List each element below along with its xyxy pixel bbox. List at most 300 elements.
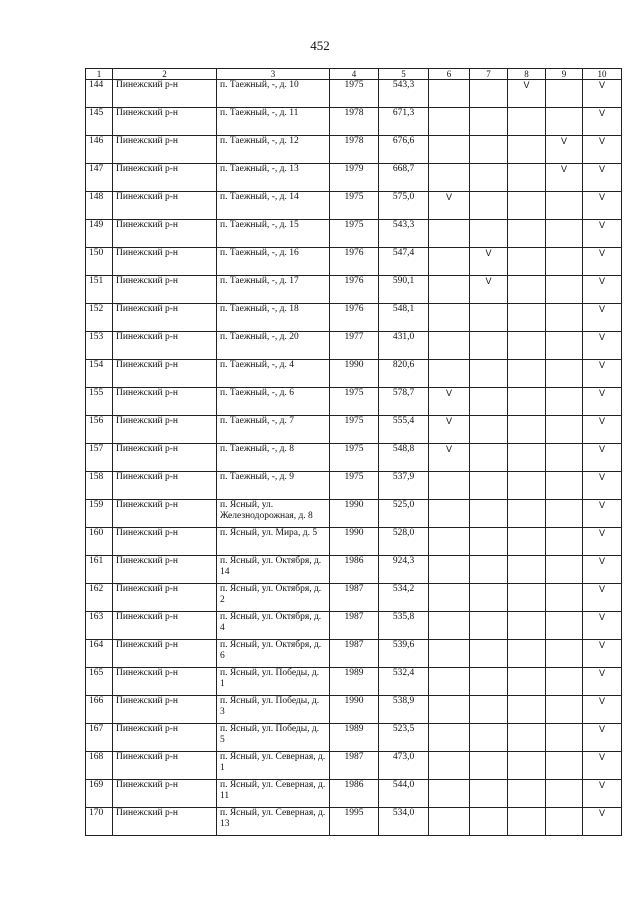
area-cell: 534,2 <box>379 584 429 612</box>
area-cell: 671,3 <box>379 108 429 136</box>
mark-col-7 <box>470 444 508 472</box>
mark-col-9 <box>546 780 583 808</box>
address-cell: п. Таежный, -, д. 4 <box>217 360 330 388</box>
year-cell: 1977 <box>330 332 379 360</box>
column-header-2: 2 <box>113 69 217 80</box>
mark-col-7 <box>470 332 508 360</box>
year-cell: 1987 <box>330 640 379 668</box>
mark-col-9 <box>546 556 583 584</box>
area-cell: 534,0 <box>379 808 429 836</box>
table-row <box>86 556 622 584</box>
year-cell: 1975 <box>330 192 379 220</box>
year-cell: 1975 <box>330 80 379 108</box>
mark-col-8 <box>508 388 546 416</box>
table-row <box>86 304 622 332</box>
column-header-7: 7 <box>470 69 508 80</box>
address-cell: п. Ясный, ул. Северная, д. 11 <box>217 780 330 808</box>
district-cell: Пинежский р-н <box>113 164 217 192</box>
mark-col-8 <box>508 752 546 780</box>
address-cell: п. Таежный, -, д. 9 <box>217 472 330 500</box>
area-cell: 528,0 <box>379 528 429 556</box>
mark-col-10: V <box>583 136 622 164</box>
address-cell: п. Таежный, -, д. 8 <box>217 444 330 472</box>
address-cell: п. Ясный, ул. Победы, д. 3 <box>217 696 330 724</box>
area-cell: 578,7 <box>379 388 429 416</box>
address-cell: п. Таежный, -, д. 12 <box>217 136 330 164</box>
area-cell: 539,6 <box>379 640 429 668</box>
table-row <box>86 696 622 724</box>
mark-col-10: V <box>583 808 622 836</box>
area-cell: 575,0 <box>379 192 429 220</box>
address-cell: п. Таежный, -, д. 6 <box>217 388 330 416</box>
mark-col-9 <box>546 612 583 640</box>
address-cell: п. Таежный, -, д. 16 <box>217 248 330 276</box>
mark-col-7: V <box>470 248 508 276</box>
table-row <box>86 164 622 192</box>
mark-col-6: V <box>429 388 470 416</box>
year-cell: 1978 <box>330 108 379 136</box>
mark-col-8 <box>508 556 546 584</box>
table-row <box>86 528 622 556</box>
row-number: 160 <box>86 528 113 556</box>
district-cell: Пинежский р-н <box>113 80 217 108</box>
mark-col-8 <box>508 696 546 724</box>
mark-col-8 <box>508 808 546 836</box>
mark-col-8 <box>508 640 546 668</box>
mark-col-6 <box>429 164 470 192</box>
table-row <box>86 80 622 108</box>
mark-col-9 <box>546 416 583 444</box>
year-cell: 1975 <box>330 388 379 416</box>
mark-col-6 <box>429 640 470 668</box>
year-cell: 1976 <box>330 248 379 276</box>
address-cell: п. Ясный, ул. Октября, д. 2 <box>217 584 330 612</box>
mark-col-8 <box>508 668 546 696</box>
mark-col-7 <box>470 192 508 220</box>
mark-col-10: V <box>583 528 622 556</box>
district-cell: Пинежский р-н <box>113 136 217 164</box>
column-header-6: 6 <box>429 69 470 80</box>
mark-col-6: V <box>429 192 470 220</box>
mark-col-10: V <box>583 584 622 612</box>
mark-col-7 <box>470 752 508 780</box>
mark-col-8 <box>508 304 546 332</box>
year-cell: 1987 <box>330 752 379 780</box>
year-cell: 1989 <box>330 668 379 696</box>
mark-col-7 <box>470 164 508 192</box>
mark-col-8 <box>508 220 546 248</box>
mark-col-8 <box>508 584 546 612</box>
district-cell: Пинежский р-н <box>113 472 217 500</box>
year-cell: 1976 <box>330 304 379 332</box>
area-cell: 668,7 <box>379 164 429 192</box>
area-cell: 820,6 <box>379 360 429 388</box>
mark-col-7 <box>470 696 508 724</box>
mark-col-7 <box>470 640 508 668</box>
area-cell: 537,9 <box>379 472 429 500</box>
mark-col-6 <box>429 108 470 136</box>
mark-col-10: V <box>583 388 622 416</box>
year-cell: 1990 <box>330 696 379 724</box>
column-header-4: 4 <box>330 69 379 80</box>
mark-col-7 <box>470 808 508 836</box>
mark-col-6 <box>429 724 470 752</box>
mark-col-9 <box>546 304 583 332</box>
mark-col-10: V <box>583 556 622 584</box>
row-number: 157 <box>86 444 113 472</box>
mark-col-7 <box>470 584 508 612</box>
mark-col-10: V <box>583 164 622 192</box>
mark-col-6: V <box>429 444 470 472</box>
address-cell: п. Таежный, -, д. 10 <box>217 80 330 108</box>
mark-col-7 <box>470 136 508 164</box>
year-cell: 1987 <box>330 612 379 640</box>
mark-col-10: V <box>583 724 622 752</box>
area-cell: 676,6 <box>379 136 429 164</box>
mark-col-9 <box>546 668 583 696</box>
mark-col-7 <box>470 612 508 640</box>
mark-col-6 <box>429 248 470 276</box>
mark-col-8 <box>508 472 546 500</box>
area-cell: 543,3 <box>379 220 429 248</box>
row-number: 146 <box>86 136 113 164</box>
mark-col-9 <box>546 640 583 668</box>
mark-col-8 <box>508 164 546 192</box>
mark-col-8 <box>508 136 546 164</box>
mark-col-6 <box>429 780 470 808</box>
row-number: 152 <box>86 304 113 332</box>
year-cell: 1975 <box>330 444 379 472</box>
address-cell: п. Ясный, ул. Северная, д. 1 <box>217 752 330 780</box>
mark-col-10: V <box>583 472 622 500</box>
table-row <box>86 248 622 276</box>
mark-col-8 <box>508 528 546 556</box>
address-cell: п. Таежный, -, д. 11 <box>217 108 330 136</box>
table-row <box>86 220 622 248</box>
year-cell: 1986 <box>330 780 379 808</box>
mark-col-10: V <box>583 276 622 304</box>
mark-col-6 <box>429 556 470 584</box>
table-row <box>86 640 622 668</box>
mark-col-7 <box>470 724 508 752</box>
address-cell: п. Таежный, -, д. 15 <box>217 220 330 248</box>
year-cell: 1989 <box>330 724 379 752</box>
row-number: 145 <box>86 108 113 136</box>
district-cell: Пинежский р-н <box>113 220 217 248</box>
address-cell: п. Ясный, ул. Северная, д. 13 <box>217 808 330 836</box>
mark-col-9 <box>546 528 583 556</box>
mark-col-9 <box>546 332 583 360</box>
year-cell: 1990 <box>330 528 379 556</box>
mark-col-7 <box>470 668 508 696</box>
page-number: 452 <box>310 38 330 53</box>
year-cell: 1975 <box>330 416 379 444</box>
mark-col-7 <box>470 108 508 136</box>
column-header-8: 8 <box>508 69 546 80</box>
mark-col-10: V <box>583 444 622 472</box>
table-row <box>86 724 622 752</box>
mark-col-9 <box>546 276 583 304</box>
mark-col-10: V <box>583 220 622 248</box>
area-cell: 431,0 <box>379 332 429 360</box>
mark-col-6 <box>429 472 470 500</box>
mark-col-7 <box>470 80 508 108</box>
row-number: 158 <box>86 472 113 500</box>
table-row <box>86 108 622 136</box>
year-cell: 1990 <box>330 500 379 528</box>
mark-col-8 <box>508 332 546 360</box>
area-cell: 555,4 <box>379 416 429 444</box>
table-body <box>86 80 622 836</box>
address-cell: п. Ясный, ул. Мира, д. 5 <box>217 528 330 556</box>
row-number: 151 <box>86 276 113 304</box>
mark-col-10: V <box>583 500 622 528</box>
mark-col-10: V <box>583 360 622 388</box>
row-number: 166 <box>86 696 113 724</box>
mark-col-10: V <box>583 80 622 108</box>
district-cell: Пинежский р-н <box>113 640 217 668</box>
district-cell: Пинежский р-н <box>113 416 217 444</box>
table-row <box>86 192 622 220</box>
mark-col-7 <box>470 388 508 416</box>
column-header-3: 3 <box>217 69 330 80</box>
district-cell: Пинежский р-н <box>113 332 217 360</box>
table-row <box>86 416 622 444</box>
area-cell: 548,1 <box>379 304 429 332</box>
district-cell: Пинежский р-н <box>113 752 217 780</box>
address-cell: п. Ясный, ул. Победы, д. 5 <box>217 724 330 752</box>
column-header-10: 10 <box>583 69 622 80</box>
address-cell: п. Ясный, ул. Октября, д. 4 <box>217 612 330 640</box>
mark-col-10: V <box>583 192 622 220</box>
mark-col-7 <box>470 780 508 808</box>
mark-col-8 <box>508 612 546 640</box>
district-cell: Пинежский р-н <box>113 668 217 696</box>
mark-col-9 <box>546 220 583 248</box>
year-cell: 1986 <box>330 556 379 584</box>
area-cell: 473,0 <box>379 752 429 780</box>
area-cell: 544,0 <box>379 780 429 808</box>
table-row <box>86 584 622 612</box>
mark-col-6 <box>429 220 470 248</box>
district-cell: Пинежский р-н <box>113 248 217 276</box>
mark-col-8 <box>508 248 546 276</box>
mark-col-10: V <box>583 752 622 780</box>
row-number: 159 <box>86 500 113 528</box>
row-number: 168 <box>86 752 113 780</box>
mark-col-10: V <box>583 668 622 696</box>
district-cell: Пинежский р-н <box>113 584 217 612</box>
row-number: 153 <box>86 332 113 360</box>
district-cell: Пинежский р-н <box>113 724 217 752</box>
address-cell: п. Таежный, -, д. 13 <box>217 164 330 192</box>
mark-col-10: V <box>583 416 622 444</box>
mark-col-8 <box>508 276 546 304</box>
table-row <box>86 388 622 416</box>
mark-col-9 <box>546 80 583 108</box>
row-number: 154 <box>86 360 113 388</box>
year-cell: 1975 <box>330 220 379 248</box>
mark-col-8 <box>508 360 546 388</box>
year-cell: 1978 <box>330 136 379 164</box>
mark-col-6 <box>429 752 470 780</box>
mark-col-9 <box>546 752 583 780</box>
district-cell: Пинежский р-н <box>113 360 217 388</box>
mark-col-9 <box>546 696 583 724</box>
year-cell: 1990 <box>330 360 379 388</box>
mark-col-9 <box>546 388 583 416</box>
mark-col-9 <box>546 192 583 220</box>
mark-col-6: V <box>429 416 470 444</box>
district-cell: Пинежский р-н <box>113 444 217 472</box>
address-cell: п. Ясный, ул. Железнодорожная, д. 8 <box>217 500 330 528</box>
mark-col-6 <box>429 276 470 304</box>
mark-col-9 <box>546 248 583 276</box>
mark-col-6 <box>429 80 470 108</box>
column-header-1: 1 <box>86 69 113 80</box>
area-cell: 547,4 <box>379 248 429 276</box>
table-row <box>86 668 622 696</box>
table-row <box>86 780 622 808</box>
year-cell: 1979 <box>330 164 379 192</box>
mark-col-9: V <box>546 164 583 192</box>
table-row <box>86 808 622 836</box>
column-header-5: 5 <box>379 69 429 80</box>
mark-col-10: V <box>583 108 622 136</box>
mark-col-7 <box>470 500 508 528</box>
row-number: 150 <box>86 248 113 276</box>
mark-col-6 <box>429 360 470 388</box>
mark-col-8 <box>508 724 546 752</box>
mark-col-6 <box>429 304 470 332</box>
table-row <box>86 360 622 388</box>
area-cell: 924,3 <box>379 556 429 584</box>
mark-col-6 <box>429 136 470 164</box>
district-cell: Пинежский р-н <box>113 192 217 220</box>
mark-col-8 <box>508 416 546 444</box>
mark-col-9 <box>546 500 583 528</box>
mark-col-10: V <box>583 780 622 808</box>
district-cell: Пинежский р-н <box>113 808 217 836</box>
area-cell: 548,8 <box>379 444 429 472</box>
district-cell: Пинежский р-н <box>113 500 217 528</box>
district-cell: Пинежский р-н <box>113 696 217 724</box>
mark-col-8 <box>508 192 546 220</box>
mark-col-8 <box>508 444 546 472</box>
mark-col-6 <box>429 500 470 528</box>
mark-col-10: V <box>583 304 622 332</box>
area-cell: 525,0 <box>379 500 429 528</box>
mark-col-8 <box>508 780 546 808</box>
address-cell: п. Таежный, -, д. 14 <box>217 192 330 220</box>
year-cell: 1975 <box>330 472 379 500</box>
row-number: 147 <box>86 164 113 192</box>
address-cell: п. Ясный, ул. Октября, д. 6 <box>217 640 330 668</box>
table-row <box>86 500 622 528</box>
mark-col-7 <box>470 528 508 556</box>
row-number: 161 <box>86 556 113 584</box>
table-row <box>86 444 622 472</box>
mark-col-7 <box>470 416 508 444</box>
table-row <box>86 276 622 304</box>
table-row <box>86 612 622 640</box>
mark-col-6 <box>429 668 470 696</box>
mark-col-9 <box>546 360 583 388</box>
mark-col-9 <box>546 444 583 472</box>
row-number: 163 <box>86 612 113 640</box>
district-cell: Пинежский р-н <box>113 388 217 416</box>
row-number: 148 <box>86 192 113 220</box>
table-row <box>86 332 622 360</box>
column-header-9: 9 <box>546 69 583 80</box>
row-number: 164 <box>86 640 113 668</box>
row-number: 149 <box>86 220 113 248</box>
row-number: 167 <box>86 724 113 752</box>
mark-col-9: V <box>546 136 583 164</box>
mark-col-6 <box>429 612 470 640</box>
mark-col-7: V <box>470 276 508 304</box>
district-cell: Пинежский р-н <box>113 556 217 584</box>
mark-col-8 <box>508 108 546 136</box>
district-cell: Пинежский р-н <box>113 276 217 304</box>
row-number: 144 <box>86 80 113 108</box>
address-cell: п. Таежный, -, д. 17 <box>217 276 330 304</box>
mark-col-7 <box>470 304 508 332</box>
row-number: 165 <box>86 668 113 696</box>
mark-col-7 <box>470 556 508 584</box>
address-cell: п. Ясный, ул. Победы, д. 1 <box>217 668 330 696</box>
address-cell: п. Таежный, -, д. 18 <box>217 304 330 332</box>
mark-col-7 <box>470 220 508 248</box>
area-cell: 523,5 <box>379 724 429 752</box>
table-row <box>86 752 622 780</box>
area-cell: 590,1 <box>379 276 429 304</box>
row-number: 156 <box>86 416 113 444</box>
address-cell: п. Таежный, -, д. 20 <box>217 332 330 360</box>
area-cell: 535,8 <box>379 612 429 640</box>
district-cell: Пинежский р-н <box>113 304 217 332</box>
mark-col-10: V <box>583 640 622 668</box>
mark-col-9 <box>546 472 583 500</box>
district-cell: Пинежский р-н <box>113 612 217 640</box>
row-number: 169 <box>86 780 113 808</box>
address-cell: п. Ясный, ул. Октября, д. 14 <box>217 556 330 584</box>
year-cell: 1976 <box>330 276 379 304</box>
mark-col-9 <box>546 108 583 136</box>
year-cell: 1987 <box>330 584 379 612</box>
mark-col-9 <box>546 724 583 752</box>
mark-col-8 <box>508 500 546 528</box>
mark-col-7 <box>470 360 508 388</box>
row-number: 170 <box>86 808 113 836</box>
district-cell: Пинежский р-н <box>113 780 217 808</box>
mark-col-6 <box>429 808 470 836</box>
mark-col-6 <box>429 528 470 556</box>
row-number: 155 <box>86 388 113 416</box>
column-number-row <box>86 69 622 80</box>
table-row <box>86 472 622 500</box>
row-number: 162 <box>86 584 113 612</box>
district-cell: Пинежский р-н <box>113 528 217 556</box>
mark-col-10: V <box>583 696 622 724</box>
area-cell: 532,4 <box>379 668 429 696</box>
table-row <box>86 136 622 164</box>
mark-col-6 <box>429 696 470 724</box>
mark-col-8: V <box>508 80 546 108</box>
mark-col-10: V <box>583 612 622 640</box>
district-cell: Пинежский р-н <box>113 108 217 136</box>
mark-col-9 <box>546 584 583 612</box>
